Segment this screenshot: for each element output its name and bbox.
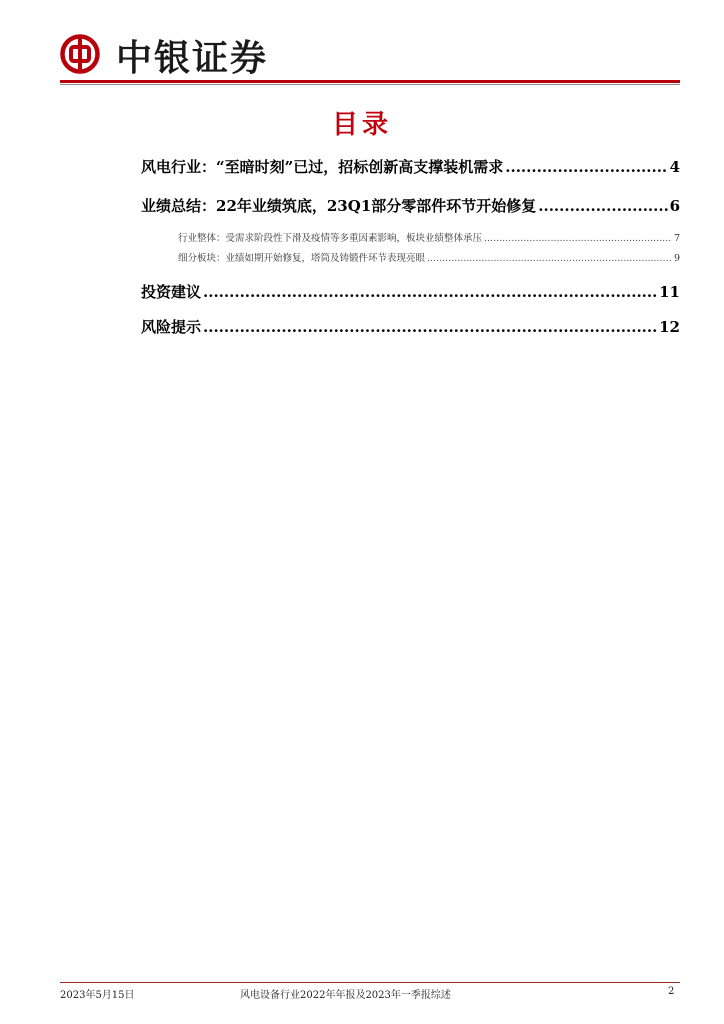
toc-leader-dots	[203, 318, 657, 336]
toc-entry-text: 风险提示	[141, 318, 202, 336]
toc-entry-page: 7	[673, 233, 680, 244]
toc-entry[interactable]	[141, 316, 680, 337]
bank-of-china-logo-icon	[60, 34, 100, 74]
toc-entry[interactable]	[141, 156, 680, 177]
toc-entry[interactable]	[141, 195, 680, 216]
footer-report-title: 风电设备行业2022年年报及2023年一季报综述	[240, 990, 451, 1001]
page-header	[60, 32, 680, 82]
toc-subentry[interactable]	[178, 230, 680, 244]
header-rule-red	[60, 80, 680, 83]
toc-leader-dots	[427, 253, 672, 264]
toc-entry-text: 投资建议	[141, 283, 202, 301]
toc-entry-page: 4	[669, 158, 680, 176]
toc-entry-text: 业绩总结：22年业绩筑底，23Q1部分零部件环节开始修复	[141, 197, 537, 215]
footer-page-number: 2	[668, 986, 675, 997]
toc-entry-page: 6	[669, 197, 680, 215]
brand-name: 中银证券	[116, 37, 269, 79]
toc-entry-page: 12	[659, 318, 680, 336]
toc-leader-dots	[538, 197, 667, 215]
toc-subentry[interactable]	[178, 250, 680, 264]
toc-leader-dots	[505, 158, 667, 176]
footer-date: 2023年5月15日	[60, 990, 135, 1001]
footer-rule	[60, 982, 680, 983]
toc-entry-page: 9	[673, 253, 680, 264]
toc-title: 目录	[331, 110, 392, 140]
header-rule-gray	[60, 84, 680, 85]
toc-entry-text: 风电行业：“至暗时刻”已过，招标创新高支撑装机需求	[141, 158, 504, 176]
toc-leader-dots	[484, 233, 672, 244]
toc-entry-text: 行业整体：受需求阶段性下滑及疫情等多重因素影响，板块业绩整体承压	[178, 233, 483, 244]
toc-leader-dots	[203, 283, 657, 301]
toc-entry-text: 细分板块：业绩如期开始修复，塔筒及铸锻件环节表现亮眼	[178, 253, 426, 264]
toc-entry-page: 11	[659, 283, 680, 301]
toc-entry[interactable]	[141, 281, 680, 302]
